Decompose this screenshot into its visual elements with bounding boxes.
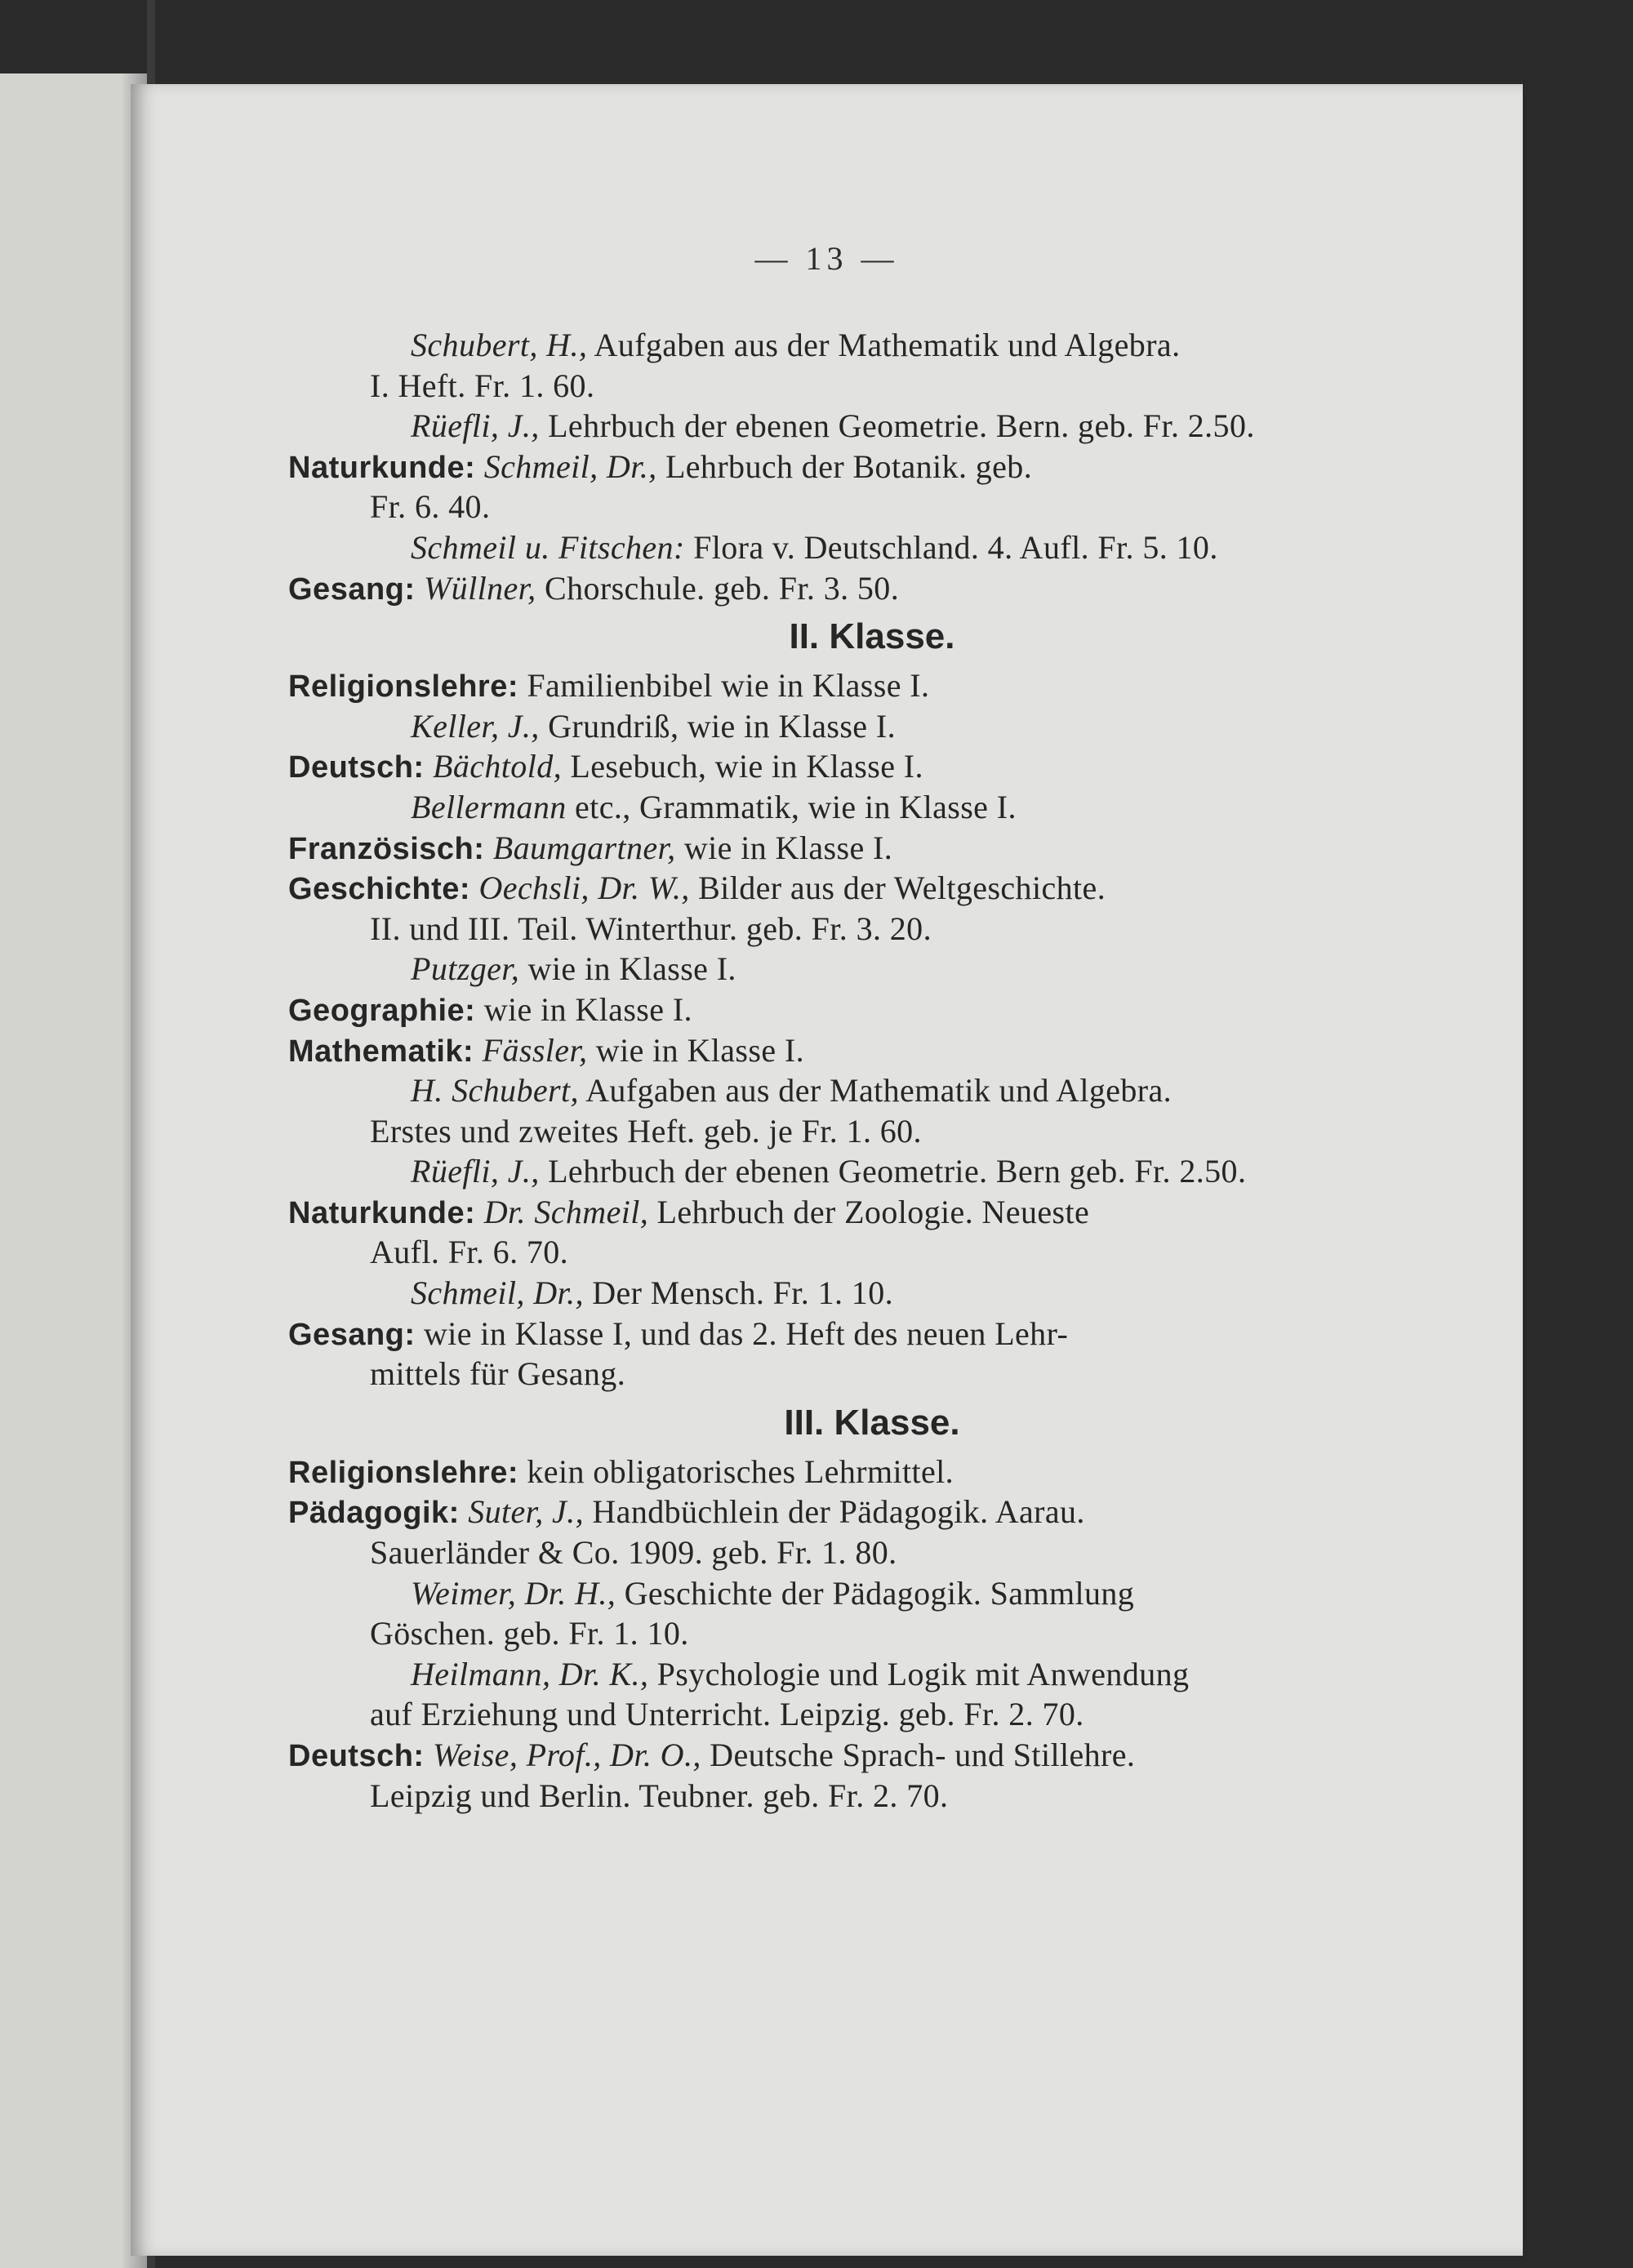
author-name: Heilmann, Dr. K.,: [411, 1655, 649, 1692]
entry-text: wie in Klasse I.: [675, 829, 893, 866]
entry-text: Bilder aus der Weltgeschichte.: [689, 869, 1106, 907]
entry-text: kein obligatorisches Lehrmittel.: [518, 1452, 954, 1490]
entry-text: Fr. 6. 40.: [370, 488, 491, 526]
entry-text: [474, 1032, 482, 1069]
author-name: Suter, J.,: [468, 1493, 584, 1531]
subject-line: [288, 447, 1423, 487]
continuation-line: [288, 1111, 1423, 1152]
entry-text: Aufl. Fr. 6. 70.: [370, 1234, 569, 1271]
subject-line: [288, 1452, 1423, 1492]
subject-line: [288, 665, 1423, 706]
author-name: Bächtold,: [432, 748, 562, 785]
facing-page-edge: [0, 73, 147, 2268]
author-name: Rüefli, J.,: [411, 1153, 540, 1190]
book-entry-line: [288, 1070, 1423, 1111]
author-name: Baumgartner,: [492, 829, 676, 866]
entry-text: [460, 1493, 468, 1530]
book-entry-line: [288, 787, 1423, 828]
subject-line: [288, 568, 1423, 609]
subject-label: Religionslehre:: [288, 1455, 518, 1490]
book-entry-line: [288, 1654, 1423, 1695]
entry-text: Handbüchlein der Pädagogik. Aarau.: [583, 1493, 1085, 1531]
subject-line: [288, 1735, 1423, 1776]
book-entry-line: [288, 1573, 1423, 1614]
entry-text: Lehrbuch der ebenen Geometrie. Bern geb. Fr. 2.50.: [539, 1153, 1247, 1190]
entry-text: Geschichte der Pädagogik. Sammlung: [616, 1574, 1135, 1612]
entry-text: auf Erziehung und Unterricht. Leipzig. geb. Fr. 2. 70.: [370, 1696, 1084, 1733]
continuation-line: [288, 1776, 1423, 1817]
subject-label: Mathematik:: [288, 1034, 474, 1069]
book-page: [131, 84, 1523, 2256]
author-name: Oechsli, Dr. W.,: [478, 869, 690, 907]
entry-text: Familienbibel wie in Klasse I.: [518, 667, 930, 705]
subject-label: Deutsch:: [288, 1739, 425, 1773]
author-name: Putzger,: [411, 950, 520, 988]
author-name: Schmeil, Dr.,: [411, 1274, 584, 1312]
entry-text: Grundriß, wie in Klasse I.: [539, 707, 896, 745]
author-name: Weise, Prof., Dr. O.,: [432, 1737, 701, 1773]
subject-line: [288, 1192, 1423, 1233]
continuation-line: [288, 487, 1423, 527]
subject-label: Geschichte:: [288, 872, 471, 907]
entry-text: [416, 570, 424, 607]
entry-text: I. Heft. Fr. 1. 60.: [370, 367, 595, 404]
entry-text: Leipzig und Berlin. Teubner. geb. Fr. 2. 70.: [370, 1777, 949, 1814]
entry-text: [484, 829, 492, 866]
subject-line: [288, 989, 1423, 1030]
entry-text: Sauerländer & Co. 1909. geb. Fr. 1. 80.: [370, 1534, 897, 1572]
author-name: Dr. Schmeil,: [483, 1193, 649, 1230]
author-name: Fässler,: [482, 1031, 588, 1069]
subject-label: Religionslehre:: [288, 669, 518, 705]
entry-text: Aufgaben aus der Mathematik und Algebra.: [578, 1072, 1172, 1110]
page-text: [288, 325, 1423, 1816]
entry-text: [470, 869, 478, 906]
continuation-line: [288, 1613, 1423, 1654]
entry-text: [475, 448, 483, 485]
author-name: H. Schubert,: [411, 1072, 579, 1110]
entry-text: wie in Klasse I.: [475, 990, 692, 1028]
continuation-line: [288, 1532, 1423, 1573]
book-entry-line: [288, 1151, 1423, 1192]
entry-text: Lehrbuch der Zoologie. Neueste: [648, 1193, 1090, 1230]
author-name: Schmeil, Dr.,: [483, 447, 657, 485]
subject-label: Deutsch:: [288, 750, 425, 785]
book-entry-line: [288, 527, 1423, 568]
continuation-line: [288, 1232, 1423, 1273]
author-name: Bellermann: [411, 788, 567, 825]
author-name: Schmeil u. Fitschen:: [411, 528, 685, 566]
subject-line: [288, 828, 1423, 869]
entry-text: Lesebuch, wie in Klasse I.: [562, 748, 923, 785]
entry-text: Aufgaben aus der Mathematik und Algebra.: [587, 327, 1181, 363]
subject-label: Naturkunde:: [288, 450, 476, 485]
author-name: Schubert, H.,: [411, 327, 588, 363]
continuation-line: [288, 909, 1423, 949]
subject-label: Gesang:: [288, 571, 416, 607]
entry-text: Göschen. geb. Fr. 1. 10.: [370, 1615, 689, 1652]
book-entry-line: [288, 1273, 1423, 1314]
entry-text: Psychologie und Logik mit Anwendung: [648, 1655, 1190, 1692]
book-entry-line: [288, 949, 1423, 989]
subject-line: [288, 1492, 1423, 1532]
entry-text: [425, 748, 433, 785]
continuation-line: [288, 1694, 1423, 1735]
subject-line: [288, 1030, 1423, 1071]
continuation-line: [288, 1354, 1423, 1394]
entry-text: Deutsche Sprach- und Stillehre.: [701, 1737, 1136, 1773]
subject-label: Geographie:: [288, 993, 476, 1028]
subject-line: [288, 746, 1423, 787]
entry-text: Der Mensch. Fr. 1. 10.: [583, 1274, 894, 1312]
author-name: Weimer, Dr. H.,: [411, 1574, 616, 1612]
author-name: Keller, J.,: [411, 707, 540, 745]
subject-label: Französisch:: [288, 831, 485, 866]
entry-text: Flora v. Deutschland. 4. Aufl. Fr. 5. 10.: [684, 528, 1218, 566]
entry-text: wie in Klasse I.: [519, 950, 736, 988]
entry-text: etc., Grammatik, wie in Klasse I.: [566, 788, 1017, 825]
entry-text: mittels für Gesang.: [370, 1355, 626, 1393]
book-entry-line: [288, 406, 1423, 447]
book-entry-line: [288, 706, 1423, 747]
subject-label: Pädagogik:: [288, 1496, 460, 1531]
entry-text: [425, 1737, 433, 1773]
subject-line: [288, 868, 1423, 909]
author-name: Rüefli, J.,: [411, 407, 540, 445]
author-name: Wüllner,: [423, 569, 536, 607]
entry-text: Erstes und zweites Heft. geb. je Fr. 1. 60.: [370, 1112, 922, 1150]
entry-text: Chorschule. geb. Fr. 3. 50.: [536, 569, 900, 607]
subject-line: [288, 1314, 1423, 1354]
book-entry-line: [288, 325, 1423, 366]
subject-label: Gesang:: [288, 1317, 416, 1352]
entry-text: II. und III. Teil. Winterthur. geb. Fr. 3. 20.: [370, 909, 932, 947]
section-heading: II. Klasse.: [789, 616, 955, 657]
page-number: — 13 —: [754, 240, 899, 277]
entry-text: Lehrbuch der ebenen Geometrie. Bern. geb. Fr. 2.50.: [539, 407, 1255, 445]
entry-text: Lehrbuch der Botanik. geb.: [656, 447, 1033, 485]
entry-text: wie in Klasse I.: [587, 1031, 805, 1069]
entry-text: [475, 1194, 483, 1230]
entry-text: wie in Klasse I, und das 2. Heft des neuen Lehr-: [415, 1314, 1069, 1352]
subject-label: Naturkunde:: [288, 1195, 476, 1230]
continuation-line: [288, 366, 1423, 407]
section-heading: III. Klasse.: [784, 1402, 960, 1443]
